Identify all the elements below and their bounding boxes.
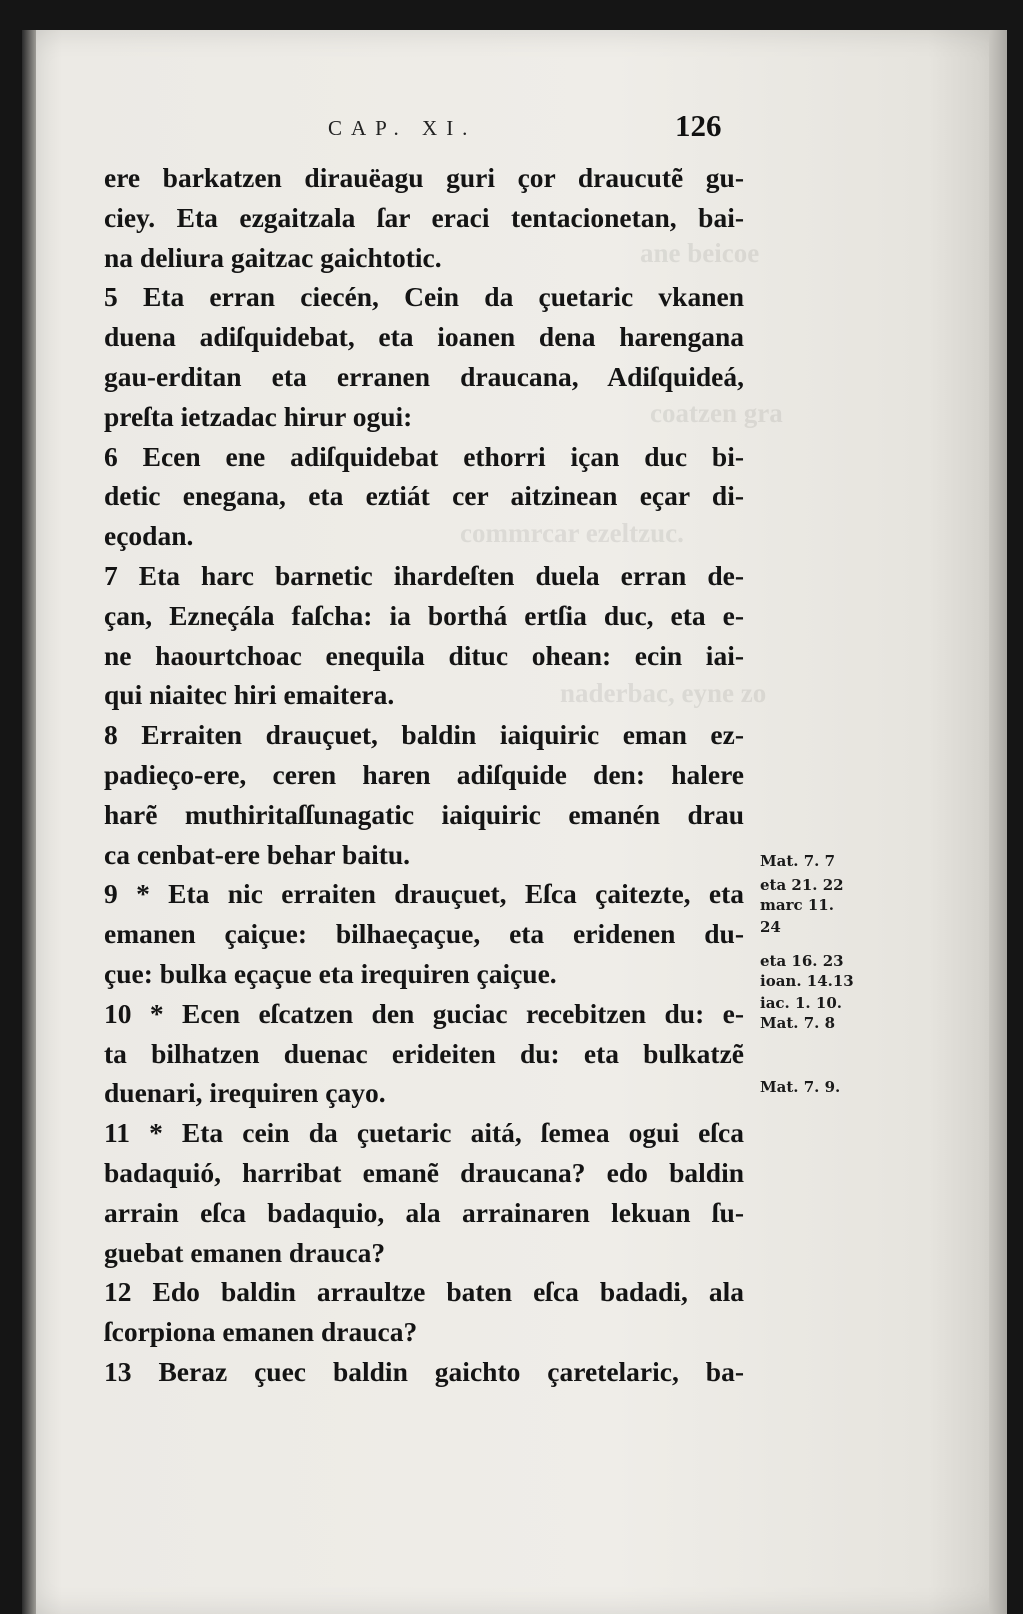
page-edge — [989, 30, 1007, 1614]
text-line: emanen çaiçue: bilhaeçaçue, eta eridenen du- — [104, 918, 744, 950]
text-line: ca cenbat-ere behar baitu. — [104, 838, 411, 870]
text-line: 12 Edo baldin arraultze baten eſca badadi, ala — [104, 1276, 744, 1308]
text-line: preſta ietzadac hirur ogui: — [104, 400, 413, 432]
page-number: 126 — [675, 108, 722, 143]
page-gutter — [22, 30, 36, 1614]
text-line: 6 Ecen ene adiſquidebat ethorri içan duc bi- — [104, 440, 744, 472]
text-line: padieço-ere, ceren haren adiſquide den: halere — [104, 758, 744, 790]
text-line: 8 Erraiten drauçuet, baldin iaiquiric eman ez- — [104, 719, 744, 751]
text-line: badaquió, harribat emanẽ draucana? edo baldin — [104, 1156, 744, 1188]
text-line: qui niaitec hiri emaitera. — [104, 679, 395, 711]
page-header — [0, 108, 1023, 148]
text-line: 13 Beraz çuec baldin gaichto çaretelaric, ba- — [104, 1355, 744, 1387]
text-line: ciey. Eta ezgaitzala ſar eraci tentacionetan, bai- — [104, 201, 744, 233]
text-line: gau-erditan eta erranen draucana, Adiſquideá, — [104, 360, 744, 392]
bleed-through-text: coatzen gra — [650, 398, 783, 428]
body-text — [104, 158, 744, 1392]
text-line: 9 * Eta nic erraiten drauçuet, Eſca çaitezte, eta — [104, 878, 744, 910]
text-line: ere barkatzen dirauëagu guri çor draucutẽ gu- — [104, 162, 744, 193]
margin-reference: Mat. 7. 9. — [760, 1078, 841, 1096]
margin-reference: ioan. 14.13 — [760, 972, 854, 990]
text-line: ta bilhatzen duenac erideiten du: eta bulkatzẽ — [104, 1037, 744, 1069]
bleed-through-text: ane beicoe — [640, 238, 760, 268]
margin-reference: iac. 1. 10. — [760, 994, 842, 1012]
text-line: duenari, irequiren çayo. — [104, 1077, 386, 1109]
margin-reference: eta 21. 22 — [760, 876, 844, 894]
running-head: CAP. XI. — [328, 116, 477, 140]
margin-reference: marc 11. — [760, 896, 834, 914]
text-line: çan, Ezneçála faſcha: ia borthá ertſia duc, eta e- — [104, 599, 744, 631]
bleed-through-text: naderbac, eyne zo — [560, 678, 767, 708]
text-line: 11 * Eta cein da çuetaric aitá, ſemea ogui eſca — [104, 1117, 744, 1149]
text-line: eçodan. — [104, 520, 194, 552]
text-line: duena adiſquidebat, eta ioanen dena harengana — [104, 321, 744, 353]
text-line: ſcorpiona emanen drauca? — [104, 1316, 418, 1348]
text-line: arrain eſca badaquio, ala arrainaren lekuan ſu- — [104, 1196, 744, 1228]
margin-reference: eta 16. 23 — [760, 952, 844, 970]
text-line: detic enegana, eta eztiát cer aitzinean eçar di- — [104, 480, 744, 512]
text-line: 7 Eta harc barnetic ihardeſten duela erran de- — [104, 559, 744, 591]
margin-reference: Mat. 7. 7 — [760, 852, 836, 870]
text-line: 10 * Ecen eſcatzen den guciac recebitzen du: e- — [104, 997, 744, 1029]
bleed-through-text: commrcar ezeltzuc. — [460, 518, 684, 548]
text-line: 5 Eta erran ciecén, Cein da çuetaric vkanen — [104, 281, 744, 313]
text-line: harẽ muthiritaſſunagatic iaiquiric emanén drau — [104, 798, 744, 830]
text-line: ne haourtchoac enequila dituc ohean: ecin iai- — [104, 639, 744, 671]
margin-reference: Mat. 7. 8 — [760, 1014, 836, 1032]
text-line: na deliura gaitzac gaichtotic. — [104, 241, 442, 273]
margin-reference: 24 — [760, 918, 781, 936]
text-line: çue: bulka eçaçue eta irequiren çaiçue. — [104, 957, 557, 989]
text-line: guebat emanen drauca? — [104, 1236, 386, 1268]
